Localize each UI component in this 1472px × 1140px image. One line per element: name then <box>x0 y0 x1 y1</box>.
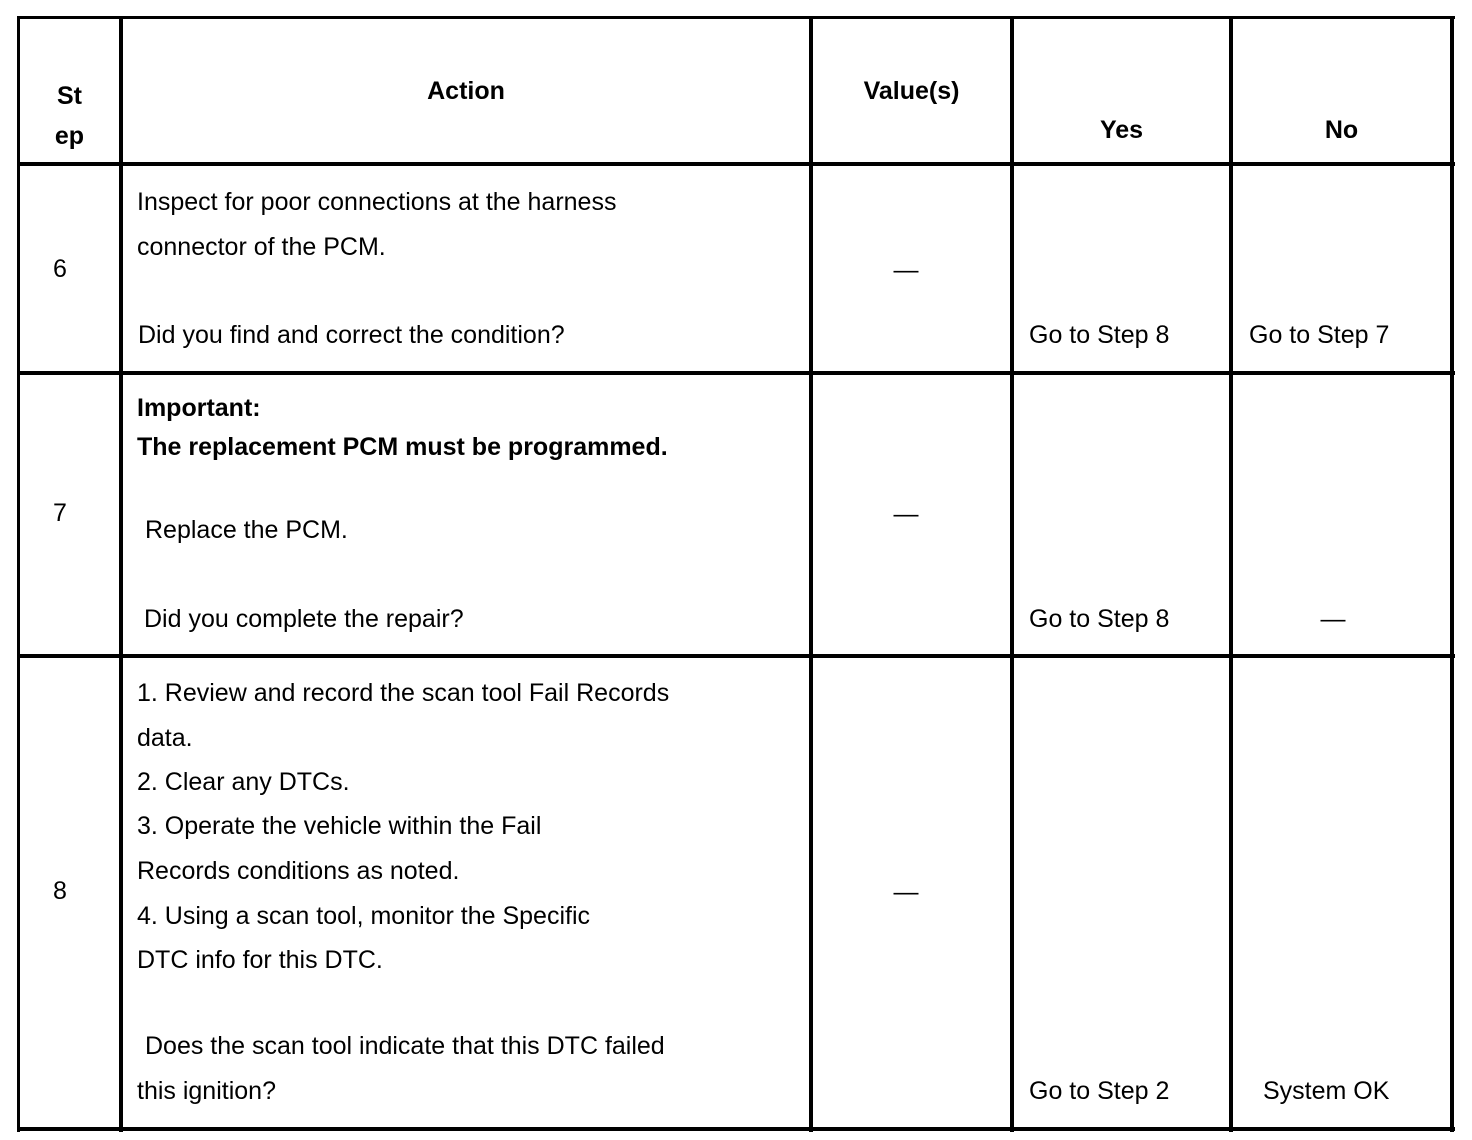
yes-outcome: Go to Step 2 <box>1029 1077 1170 1105</box>
no-outcome: System OK <box>1263 1077 1390 1105</box>
header-step-line2: ep <box>54 122 85 150</box>
action-list-line: 4. Using a scan tool, monitor the Specific <box>137 902 591 930</box>
action-question-line1: Does the scan tool indicate that this DTC failed <box>145 1032 665 1060</box>
value-dash: — <box>893 256 919 284</box>
action-question: Did you complete the repair? <box>144 605 464 633</box>
action-text-line1: Replace the PCM. <box>145 516 348 544</box>
column-divider-step <box>119 16 123 1132</box>
column-border-left <box>17 16 20 1132</box>
column-border-right <box>1450 16 1454 1132</box>
value-dash: — <box>893 500 919 528</box>
header-values: Value(s) <box>863 77 960 105</box>
step-number: 8 <box>53 877 67 905</box>
action-question-line2: this ignition? <box>137 1077 276 1105</box>
action-list-line: 1. Review and record the scan tool Fail Records <box>137 679 670 707</box>
column-divider-yes <box>1229 16 1233 1132</box>
step-number: 7 <box>53 499 67 527</box>
column-divider-action <box>809 16 813 1132</box>
action-list-line: data. <box>137 724 193 752</box>
action-text-line1: Inspect for poor connections at the harness <box>137 188 617 216</box>
step-number: 6 <box>53 255 67 283</box>
no-outcome: — <box>1320 605 1346 633</box>
header-action: Action <box>427 77 505 105</box>
action-question: Did you find and correct the condition? <box>138 321 565 349</box>
action-list-line: DTC info for this DTC. <box>137 946 383 974</box>
value-dash: — <box>893 878 919 906</box>
no-outcome: Go to Step 7 <box>1249 321 1390 349</box>
table-border-bottom <box>17 1127 1455 1131</box>
action-list-line: Records conditions as noted. <box>137 857 460 885</box>
header-step <box>20 76 119 156</box>
column-divider-values <box>1010 16 1014 1132</box>
important-text: The replacement PCM must be programmed. <box>137 433 668 461</box>
action-text-line2: connector of the PCM. <box>137 233 386 261</box>
yes-outcome: Go to Step 8 <box>1029 605 1170 633</box>
action-list-line: 3. Operate the vehicle within the Fail <box>137 812 542 840</box>
action-list-line: 2. Clear any DTCs. <box>137 768 350 796</box>
row-divider-6-7 <box>17 371 1455 375</box>
yes-outcome: Go to Step 8 <box>1029 321 1170 349</box>
table-border-top <box>17 16 1455 19</box>
row-divider-7-8 <box>17 654 1455 658</box>
important-label: Important: <box>137 394 261 422</box>
header-divider <box>17 162 1455 166</box>
header-yes: Yes <box>1099 116 1144 144</box>
header-no: No <box>1324 116 1359 144</box>
header-step-line1: St <box>57 82 82 110</box>
